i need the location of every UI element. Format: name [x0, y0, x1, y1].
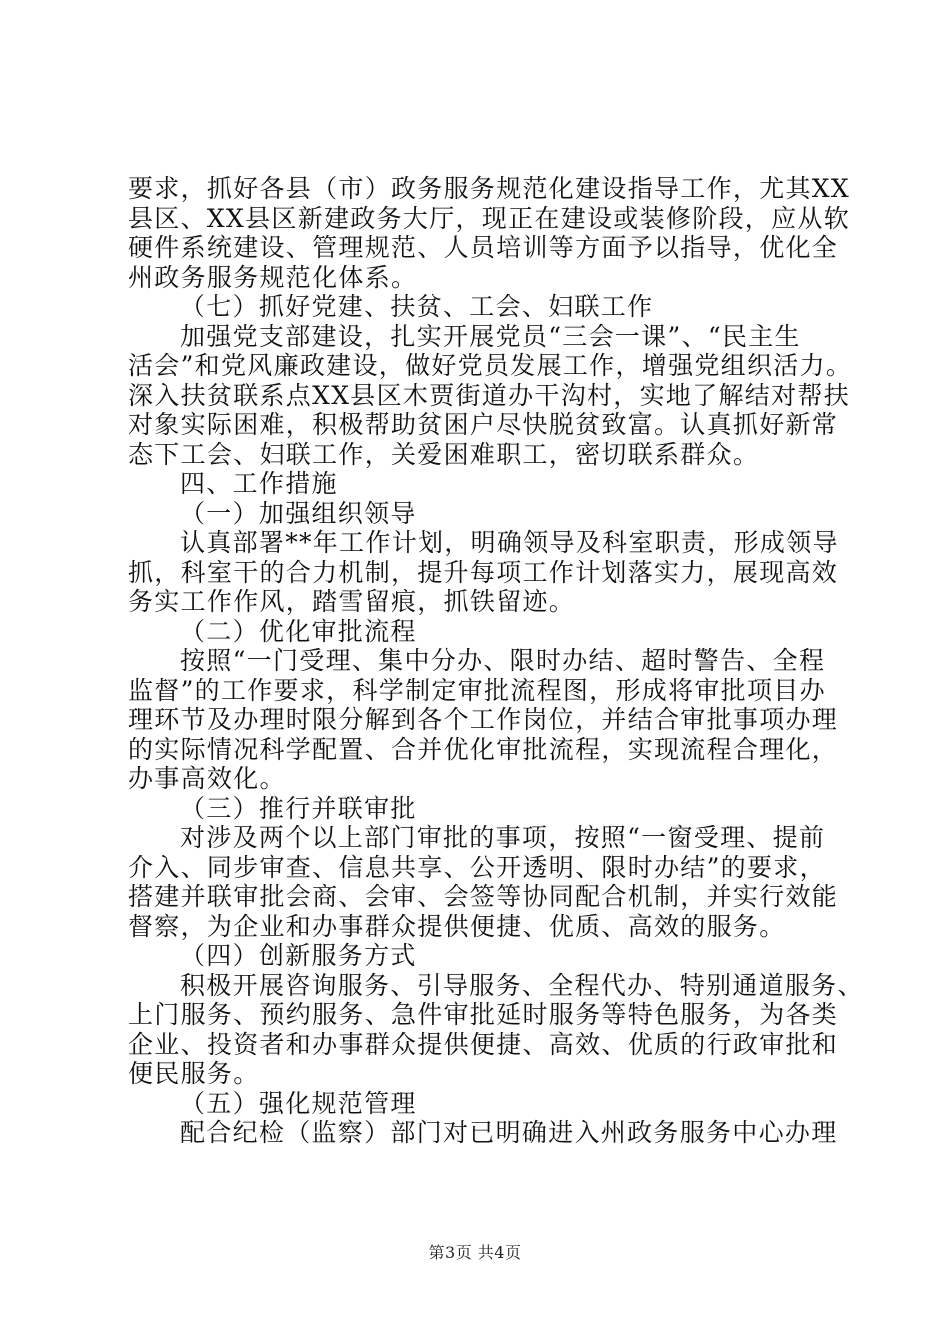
text-line: 搭建并联审批会商、会审、会签等协同配合机制，并实行效能 [128, 882, 839, 911]
text-line: 理环节及办理时限分解到各个工作岗位，并结合审批事项办理 [128, 705, 839, 734]
text-line: 企业、投资者和办事群众提供便捷、高效、优质的行政审批和 [128, 1029, 839, 1059]
text-line: 便民服务。 [128, 1059, 260, 1088]
section-heading: （二）优化审批流程 [180, 616, 417, 646]
text-line: 介入、同步审查、信息共享、公开透明、限时办结”的要求， [128, 852, 826, 882]
text-line: 对象实际困难，积极帮助贫困户尽快脱贫致富。认真抓好新常 [128, 410, 839, 439]
text-line: 认真部署**年工作计划，明确领导及科室职责，形成领导 [180, 528, 839, 557]
text-line: 的实际情况科学配置、合并优化审批流程，实现流程合理化， [128, 734, 839, 764]
section-heading: （三）推行并联审批 [180, 793, 417, 823]
text-line: 加强党支部建设，扎实开展党员“三会一课”、“民主生 [180, 321, 801, 351]
text-line: 监督”的工作要求，科学制定审批流程图，形成将审批项目办 [128, 675, 826, 705]
text-line: 态下工会、妇联工作，关爱困难职工，密切联系群众。 [128, 439, 760, 469]
text-line: 上门服务、预约服务、急件审批延时服务等特色服务，为各类 [128, 1000, 839, 1029]
text-line: 硬件系统建设、管理规范、人员培训等方面予以指导，优化全 [128, 233, 839, 262]
text-line: 按照“一门受理、集中分办、限时办结、超时警告、全程 [180, 646, 826, 675]
section-heading: （四）创新服务方式 [180, 941, 417, 970]
text-line: 督察，为企业和办事群众提供便捷、优质、高效的服务。 [128, 911, 786, 941]
text-line: 配合纪检（监察）部门对已明确进入州政务服务中心办理 [180, 1118, 838, 1147]
text-line: 州政务服务规范化体系。 [128, 262, 418, 292]
page-number-footer: 第3页 共4页 [428, 1243, 522, 1262]
section-heading: （七）抓好党建、扶贫、工会、妇联工作 [180, 292, 654, 321]
text-line: 要求，抓好各县（市）政务服务规范化建设指导工作，尤其XX [128, 174, 850, 203]
text-line: 积极开展咨询服务、引导服务、全程代办、特别通道服务、 [180, 970, 864, 1000]
text-line: 办事高效化。 [128, 764, 286, 793]
text-line: 抓，科室干的合力机制，提升每项工作计划落实力，展现高效 [128, 557, 839, 587]
text-line: 对涉及两个以上部门审批的事项，按照“一窗受理、提前 [180, 823, 826, 852]
section-heading: （一）加强组织领导 [180, 498, 417, 528]
section-heading: 四、工作措施 [180, 469, 338, 498]
section-heading: （五）强化规范管理 [180, 1088, 417, 1118]
text-line: 县区、XX县区新建政务大厅，现正在建设或装修阶段，应从软 [128, 203, 850, 233]
document-body [128, 174, 864, 1148]
text-line: 务实工作作风，踏雪留痕，抓铁留迹。 [128, 587, 576, 616]
text-line: 活会”和党风廉政建设，做好党员发展工作，增强党组织活力。 [128, 351, 853, 380]
text-line: 深入扶贫联系点XX县区木贾街道办干沟村，实地了解结对帮扶 [128, 380, 850, 410]
